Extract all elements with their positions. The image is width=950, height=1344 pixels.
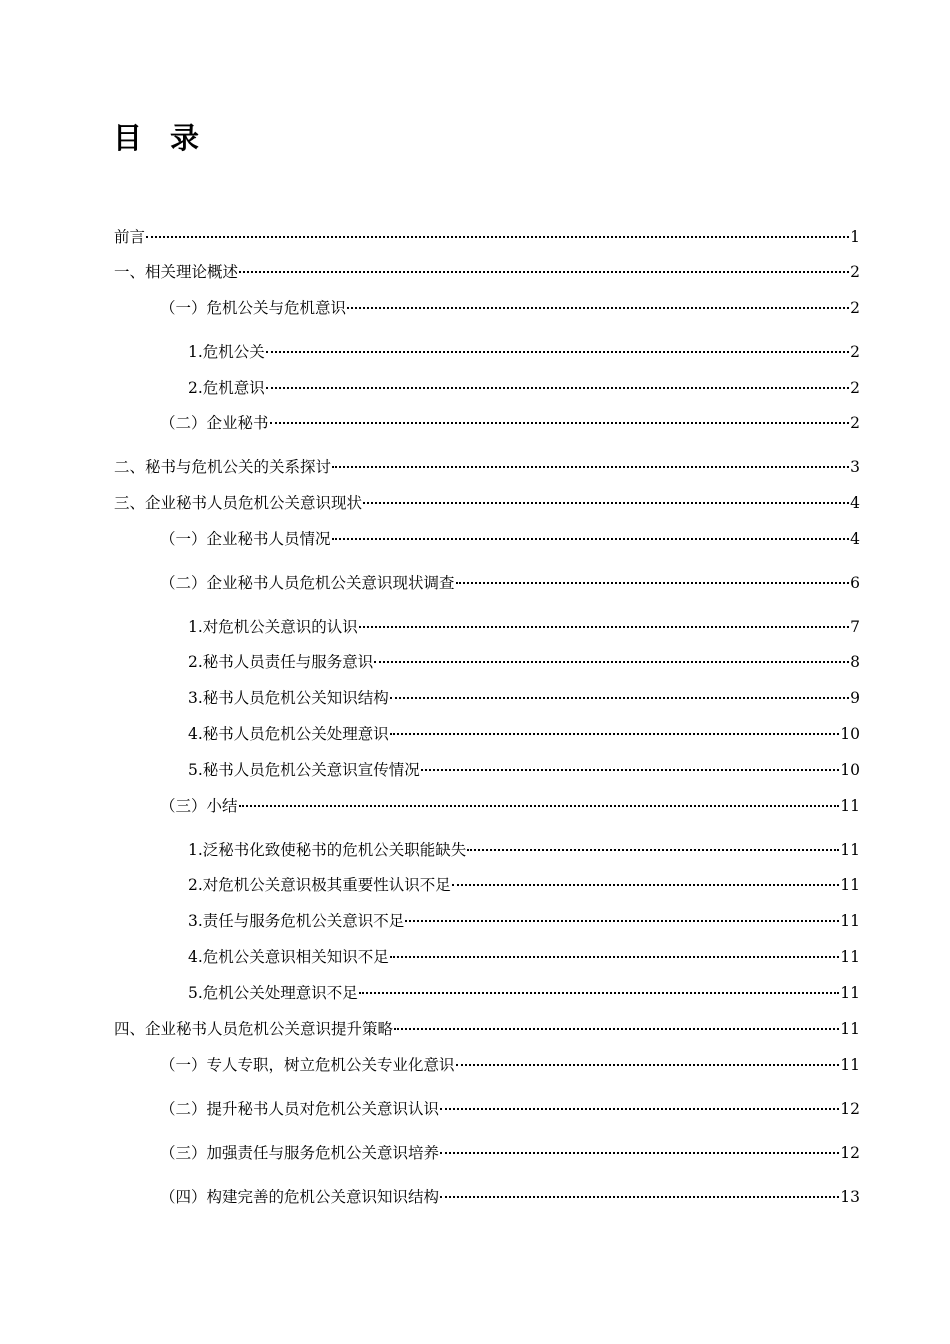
toc-dot-leader [440,1196,839,1198]
toc-dot-leader [266,387,849,389]
toc-entry-text: 2.秘书人员责任与服务意识 [188,653,374,671]
toc-page-number: 10 [840,761,860,779]
toc-dot-leader [332,466,849,468]
toc-entry-text: 1.危机公关 [188,343,265,361]
toc-page-number: 4 [850,494,860,512]
toc-dot-leader [374,661,849,663]
toc-entry-text: （二）提升秘书人员对危机公关意识认识 [160,1100,440,1118]
toc-entry-text: 5.危机公关处理意识不足 [188,984,358,1002]
toc-dot-leader [421,769,839,771]
toc-page-number: 10 [840,725,860,743]
toc-page-number: 6 [850,574,860,592]
toc-page-number: 11 [840,841,860,859]
toc-dot-leader [390,733,839,735]
toc-page-number: 11 [840,1056,860,1074]
toc-page-number: 2 [850,379,860,397]
toc-entry[interactable] [160,1141,860,1165]
toc-dot-leader [390,956,839,958]
toc-dot-leader [467,849,839,851]
toc-entry[interactable] [188,340,860,364]
toc-page-number: 7 [850,618,860,636]
toc-entry[interactable] [160,1053,860,1077]
toc-dot-leader [363,502,849,504]
toc-entry-text: 5.秘书人员危机公关意识宣传情况 [188,761,420,779]
toc-page-number: 2 [850,263,860,281]
toc-entry-text: 四、企业秘书人员危机公关意识提升策略 [114,1020,394,1038]
toc-entry[interactable] [114,455,860,479]
toc-entry-text: （一）企业秘书人员情况 [160,530,331,548]
toc-entry[interactable] [188,909,860,933]
toc-entry[interactable] [188,873,860,897]
toc-entry-text: 一、相关理论概述 [114,263,239,281]
toc-dot-leader [270,422,850,424]
toc-page-number: 11 [840,876,860,894]
toc-entry[interactable] [188,945,860,969]
toc-page-number: 4 [850,530,860,548]
toc-page-number: 2 [850,414,860,432]
toc-page-number: 8 [850,653,860,671]
toc-entry-text: 三、企业秘书人员危机公关意识现状 [114,494,363,512]
toc-page-number: 11 [840,948,860,966]
toc-page-number: 2 [850,343,860,361]
toc-entry-text: 二、秘书与危机公关的关系探讨 [114,458,332,476]
toc-page-number: 12 [840,1144,860,1162]
toc-entry[interactable] [160,411,860,435]
toc-dot-leader [359,992,839,994]
toc-entry[interactable] [160,1097,860,1121]
toc-page-number: 11 [840,797,860,815]
toc-dot-leader [239,805,840,807]
toc-entry[interactable] [160,1185,860,1209]
toc-page-number: 13 [840,1188,860,1206]
toc-dot-leader [456,582,850,584]
toc-dot-leader [440,1108,839,1110]
toc-entry-text: （三）小结 [160,797,238,815]
toc-dot-leader [394,1028,839,1030]
toc-entry-text: 2.危机意识 [188,379,265,397]
toc-dot-leader [390,697,849,699]
toc-entry[interactable] [188,615,860,639]
toc-dot-leader [452,884,839,886]
toc-entry[interactable] [160,571,860,595]
toc-dot-leader [266,351,849,353]
toc-dot-leader [332,538,850,540]
toc-page-number: 12 [840,1100,860,1118]
toc-dot-leader [347,307,849,309]
toc-entry[interactable] [114,491,860,515]
toc-entry[interactable] [188,758,860,782]
toc-dot-leader [146,236,849,238]
toc-entry[interactable] [188,376,860,400]
toc-dot-leader [239,271,849,273]
toc-entry-text: （三）加强责任与服务危机公关意识培养 [160,1144,440,1162]
toc-page-number: 11 [840,984,860,1002]
toc-entry[interactable] [160,527,860,551]
toc-entry-text: （四）构建完善的危机公关意识知识结构 [160,1188,440,1206]
toc-entry-text: 3.责任与服务危机公关意识不足 [188,912,405,930]
toc-dot-leader [405,920,839,922]
toc-page-number: 1 [850,228,860,246]
toc-entry[interactable] [160,794,860,818]
toc-dot-leader [440,1152,839,1154]
toc-entry[interactable] [160,296,860,320]
toc-entry-text: （二）企业秘书 [160,414,269,432]
toc-page-number: 2 [850,299,860,317]
toc-page-number: 11 [840,912,860,930]
toc-entry[interactable] [188,722,860,746]
toc-entry-text: （一）危机公关与危机意识 [160,299,347,317]
toc-dot-leader [456,1064,840,1066]
toc-title: 目录 [113,121,228,155]
toc-entry-text: （二）企业秘书人员危机公关意识现状调查 [160,574,455,592]
toc-entry-text: 4.危机公关意识相关知识不足 [188,948,389,966]
toc-entry-text: 3.秘书人员危机公关知识结构 [188,689,389,707]
toc-entry[interactable] [188,981,860,1005]
toc-entry-text: 4.秘书人员危机公关处理意识 [188,725,389,743]
toc-entry[interactable] [114,225,860,249]
toc-page-number: 9 [850,689,860,707]
toc-page-number: 3 [850,458,860,476]
toc-entry[interactable] [114,260,860,284]
toc-entry-text: （一）专人专职，树立危机公关专业化意识 [160,1056,455,1074]
toc-entry-text: 1.泛秘书化致使秘书的危机公关职能缺失 [188,841,467,859]
toc-entry[interactable] [188,650,860,674]
toc-entry[interactable] [188,686,860,710]
toc-entry-text: 2.对危机公关意识极其重要性认识不足 [188,876,451,894]
toc-dot-leader [359,626,849,628]
toc-entry-text: 1.对危机公关意识的认识 [188,618,358,636]
toc-page-number: 11 [840,1020,860,1038]
toc-entry[interactable] [114,1017,860,1041]
toc-entry-text: 前言 [114,228,146,246]
toc-entry[interactable] [188,838,860,862]
